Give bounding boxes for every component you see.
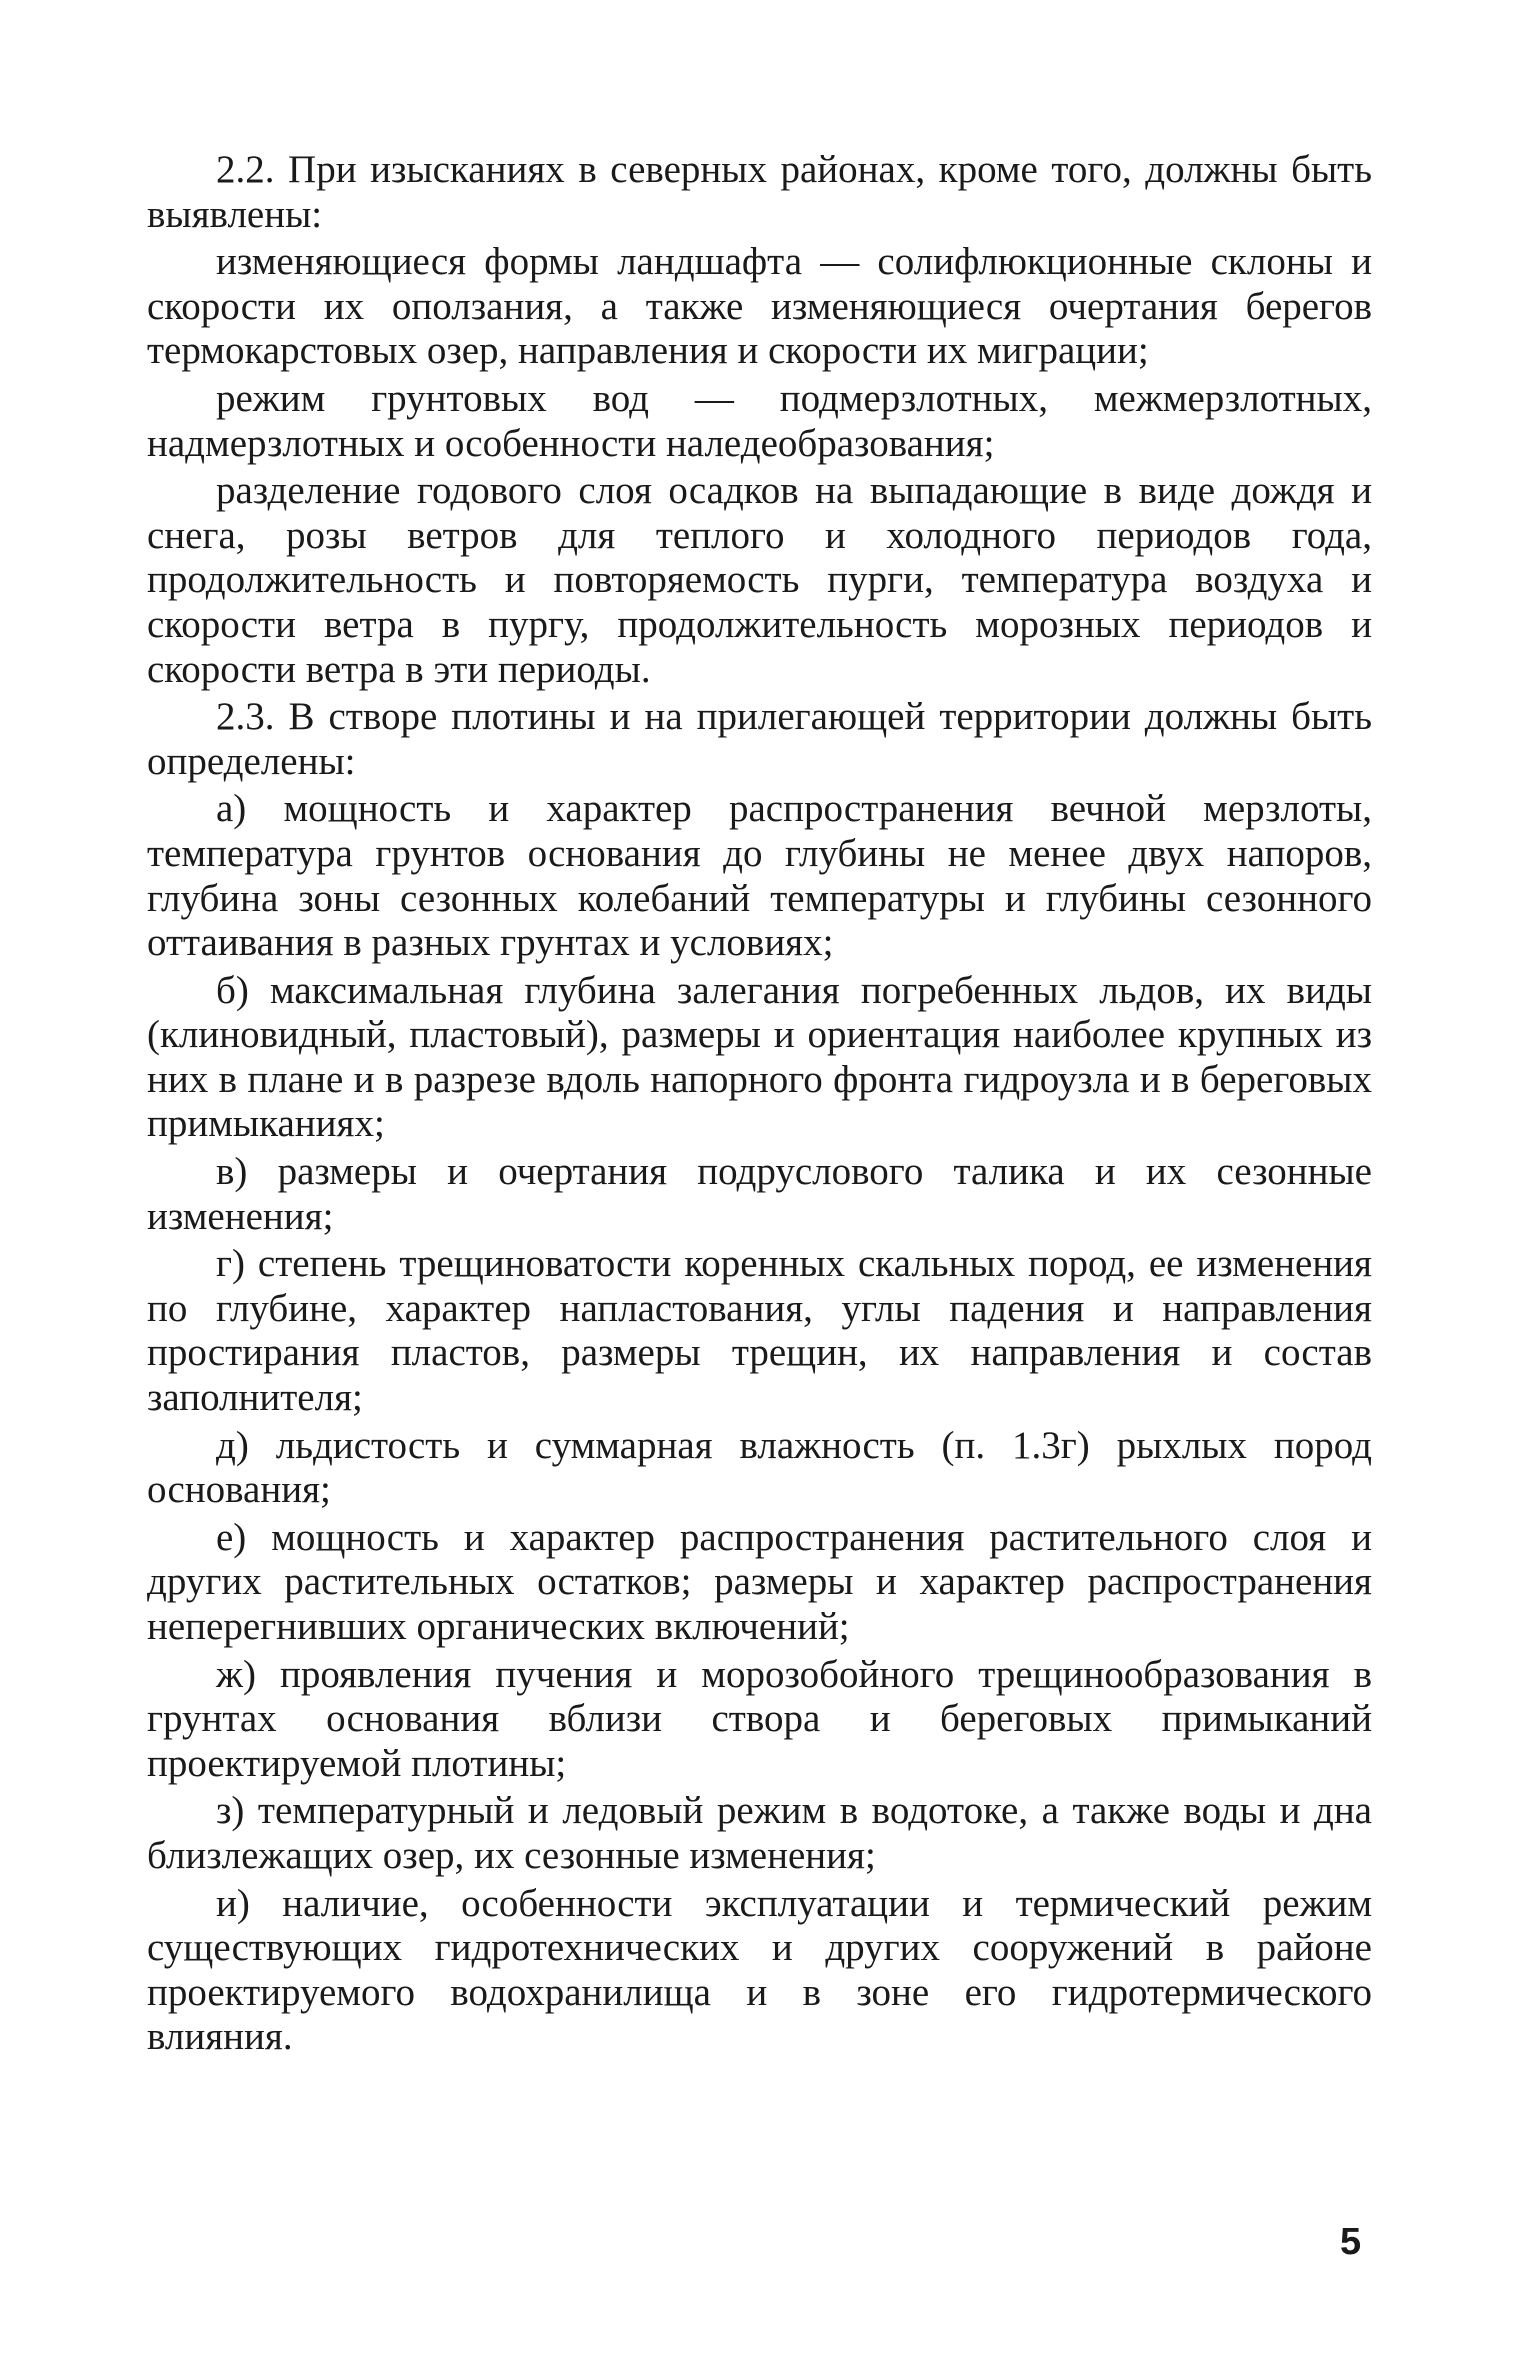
item-landscape-forms: изменяющиеся формы ландшафта — солифлюкционные склоны и скорости их оползания, а также изменяющиеся очертания берегов термокарстовых озер, направления и скорости их миграции; (147, 240, 1372, 373)
item-g-fracturing: г) степень трещиноватости коренных скальных пород, ее изменения по глубине, характер напластования, углы падения и направления простирания пластов, размеры трещин, их направления и состав заполнителя; (147, 1242, 1372, 1420)
item-zh-frost-heave: ж) проявления пучения и морозобойного трещинообразования в грунтах основания вблизи створа и береговых примыканий проектируемой плотины; (147, 1652, 1372, 1785)
item-precipitation-winds: разделение годового слоя осадков на выпадающие в виде дождя и снега, розы ветров для теплого и холодного периодов года, продолжительность и повторяемость пурги, температура воздуха и скорости ветра в пургу, продолжительность морозных периодов и скорости ветра в эти периоды. (147, 469, 1372, 691)
item-d-ice-content: д) льдистость и суммарная влажность (п. 1.3г) рыхлых пород основания; (147, 1423, 1372, 1512)
section-2-3-intro: 2.3. В створе плотины и на прилегающей территории должны быть определены: (147, 695, 1372, 783)
item-v-talik: в) размеры и очертания подруслового талика и их сезонные изменения; (147, 1150, 1372, 1238)
item-z-ice-regime: з) температурный и ледовый режим в водотоке, а также воды и дна близлежащих озер, их сезонные изменения; (147, 1789, 1372, 1877)
document-page (147, 148, 1372, 2060)
item-b-buried-ice: б) максимальная глубина залегания погребенных льдов, их виды (клиновидный, пластовый), размеры и ориентация наиболее крупных из них в плане и в разрезе вдоль напорного фронта гидроузла и в береговых примыканиях; (147, 968, 1372, 1146)
item-e-vegetation-layer: е) мощность и характер распространения растительного слоя и других растительных остатков; размеры и характер распространения неперегнивших органических включений; (147, 1515, 1372, 1648)
item-a-permafrost: а) мощность и характер распространения вечной мерзлоты, температура грунтов основания до глубины не менее двух напоров, глубина зоны сезонных колебаний температуры и глубины сезонного оттаивания в разных грунтах и условиях; (147, 787, 1372, 965)
item-groundwater-regime: режим грунтовых вод — подмерзлотных, межмерзлотных, надмерзлотных и особенности наледеобразования; (147, 376, 1372, 465)
item-i-existing-structures: и) наличие, особенности эксплуатации и термический режим существующих гидротехнических и других сооружений в районе проектируемого водохранилища и в зоне его гидротермического влияния. (147, 1881, 1372, 2059)
page-number: 5 (1340, 2221, 1362, 2263)
section-2-2-intro: 2.2. При изысканиях в северных районах, кроме того, должны быть выявлены: (147, 148, 1372, 236)
